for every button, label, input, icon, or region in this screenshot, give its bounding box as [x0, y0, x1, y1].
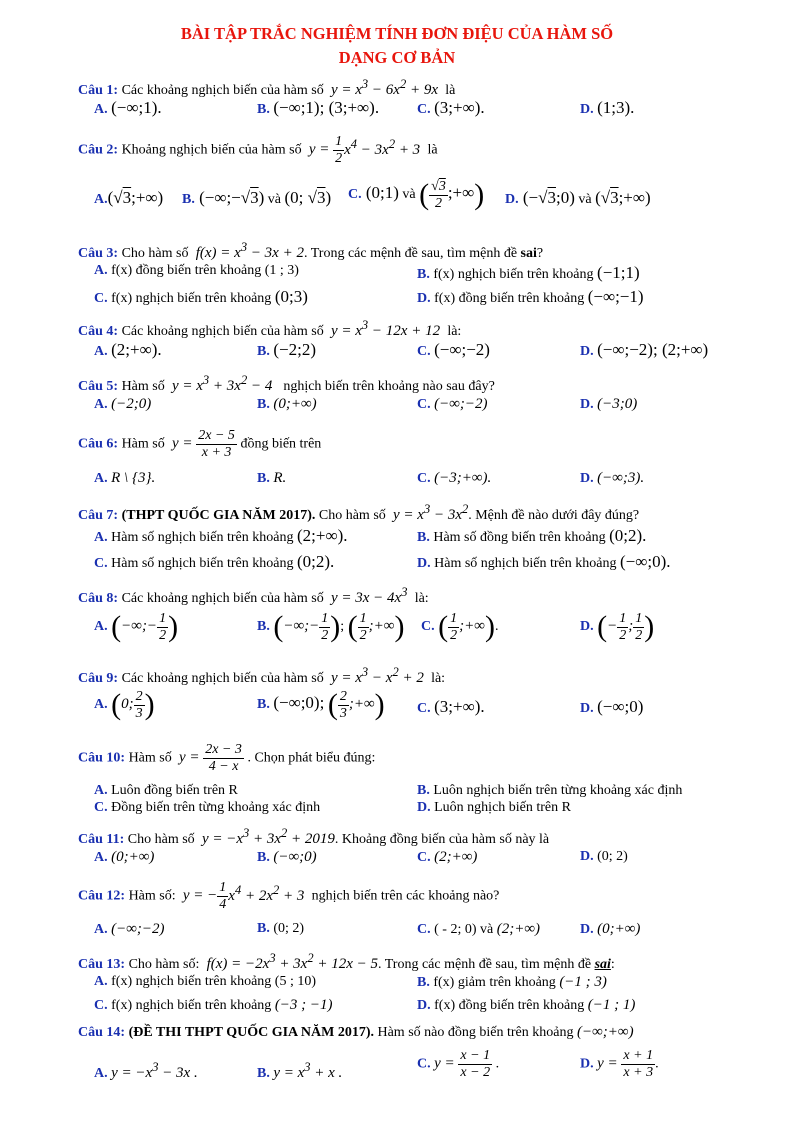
q10-option-b[interactable]: B. Luôn nghịch biến trên từng khoảng xác định — [417, 783, 683, 798]
q13-option-b[interactable]: B. f(x) giảm trên khoảng (−1 ; 3) — [417, 974, 607, 990]
q5-option-b[interactable]: B. (0;+∞) — [257, 396, 317, 412]
q7-option-c[interactable]: C. Hàm số nghịch biến trên khoảng (0;2). — [94, 552, 335, 571]
q1-option-b[interactable]: B. (−∞;1); (3;+∞). — [257, 98, 380, 117]
q3-option-b[interactable]: B. f(x) nghịch biến trên khoảng (−1;1) — [417, 263, 640, 282]
q2-option-c[interactable]: C. (0;1) và ( $\frac{√3}{2}$ ;+∞) — [348, 178, 485, 211]
q12-option-b[interactable]: B. (0; 2) — [257, 921, 305, 936]
q10-option-a[interactable]: A. Luôn đồng biến trên R — [94, 783, 238, 798]
q9-option-a[interactable]: A. (0; $\frac{2}{3}$ ) — [94, 688, 155, 721]
q9-option-c[interactable]: C. (3;+∞). — [417, 697, 485, 716]
question-2: Câu 2: Khoảng nghịch biến của hàm số y = $\frac{1}{2}$ $x^4 - 3x^2 + 3$ là — [78, 134, 438, 166]
q8-option-b[interactable]: B. (−∞;− $\frac{1}{2}$ ); ( $\frac{1}{2}$ ;+∞) — [257, 610, 405, 643]
q14-option-c[interactable]: C. y = $\frac{x - 1}{x - 2}$ . — [417, 1048, 500, 1080]
q13-option-d[interactable]: D. f(x) đồng biến trên khoảng (−1 ; 1) — [417, 997, 636, 1013]
question-13: Câu 13: Cho hàm số: $f(x) = -2x^3 + 3x^2 + 12x - 5$. Trong các mệnh đề sau, tìm mệnh đề sai: — [78, 951, 615, 972]
q1-option-a[interactable]: A. (−∞;1). — [94, 98, 162, 117]
q2-option-a[interactable]: A.(√3;+∞) — [94, 188, 164, 207]
q8-option-d[interactable]: D. (− $\frac{1}{2}$ ; $\frac{1}{2}$ ) — [580, 610, 655, 643]
q4-option-c[interactable]: C. (−∞;−2) — [417, 340, 490, 359]
q13-option-a[interactable]: A. f(x) nghịch biến trên khoảng (5 ; 10) — [94, 974, 317, 989]
q1-option-c[interactable]: C. (3;+∞). — [417, 98, 485, 117]
question-5: Câu 5: Hàm số $y = x^3 + 3x^2 - 4$ nghịch biến trên khoảng nào sau đây? — [78, 373, 495, 394]
q5-option-a[interactable]: A. (−2;0) — [94, 396, 152, 412]
worksheet-title-line-2: DẠNG CƠ BẢN — [338, 48, 456, 67]
q7-option-a[interactable]: A. Hàm số nghịch biến trên khoảng (2;+∞). — [94, 526, 348, 545]
question-14: Câu 14: (ĐỀ THI THPT QUỐC GIA NĂM 2017). Hàm số nào đồng biến trên khoảng (−∞;+∞) — [78, 1024, 634, 1040]
q4-option-b[interactable]: B. (−2;2) — [257, 340, 316, 359]
q3-option-a[interactable]: A. f(x) đồng biến trên khoảng (1 ; 3) — [94, 263, 299, 278]
question-7: Câu 7: (THPT QUỐC GIA NĂM 2017). Cho hàm số $y = x^3 - 3x^2$. Mệnh đề nào dưới đây đúng? — [78, 502, 640, 523]
question-4: Câu 4: Các khoảng nghịch biến của hàm số $y = x^3 - 12x + 12$ là: — [78, 318, 462, 339]
q4-option-a[interactable]: A. (2;+∞). — [94, 340, 162, 359]
q4-option-d[interactable]: D. (−∞;−2); (2;+∞) — [580, 340, 709, 359]
q12-option-d[interactable]: D. (0;+∞) — [580, 921, 641, 937]
question-9: Câu 9: Các khoảng nghịch biến của hàm số $y = x^3 - x^2 + 2$ là: — [78, 665, 446, 686]
q6-option-b[interactable]: B. R. — [257, 470, 287, 486]
q2-option-d[interactable]: D. (−√3;0) và (√3;+∞) — [505, 188, 651, 207]
q8-option-a[interactable]: A. (−∞;− $\frac{1}{2}$ ) — [94, 610, 179, 643]
q11-option-d[interactable]: D. (0; 2) — [580, 849, 628, 864]
q3-option-d[interactable]: D. f(x) đồng biến trên khoảng (−∞;−1) — [417, 287, 644, 306]
q8-option-c[interactable]: C. ( $\frac{1}{2}$ ;+∞). — [421, 610, 499, 643]
q14-option-b[interactable]: B. $y = x^3 + x$ . — [257, 1060, 343, 1081]
q6-option-c[interactable]: C. (−3;+∞). — [417, 470, 492, 486]
q14-option-d[interactable]: D. y = $\frac{x + 1}{x + 3}$ . — [580, 1048, 659, 1080]
q6-option-d[interactable]: D. (−∞;3). — [580, 470, 645, 486]
q10-option-d[interactable]: D. Luôn nghịch biến trên R — [417, 800, 571, 815]
q7-option-d[interactable]: D. Hàm số nghịch biến trên khoảng (−∞;0). — [417, 552, 671, 571]
q12-option-a[interactable]: A. (−∞;−2) — [94, 921, 165, 937]
q2-option-b[interactable]: B. (−∞;−√3) và (0; √3) — [182, 188, 332, 207]
question-8: Câu 8: Các khoảng nghịch biến của hàm số $y = 3x - 4x^3$ là: — [78, 585, 429, 606]
q1-option-d[interactable]: D. (1;3). — [580, 98, 635, 117]
q13-option-c[interactable]: C. f(x) nghịch biến trên khoảng (−3 ; −1) — [94, 997, 333, 1013]
q10-option-c[interactable]: C. Đồng biến trên từng khoảng xác định — [94, 800, 321, 815]
question-12: Câu 12: Hàm số: y = − $\frac{1}{4}$ $x^4 + 2x^2 + 3$ nghịch biến trên các khoảng nào? — [78, 880, 500, 912]
q3-option-c[interactable]: C. f(x) nghịch biến trên khoảng (0;3) — [94, 287, 308, 306]
q12-option-c[interactable]: C. ( - 2; 0) và (2;+∞) — [417, 921, 541, 937]
q5-option-c[interactable]: C. (−∞;−2) — [417, 396, 488, 412]
q14-option-a[interactable]: A. $y = -x^3 - 3x$ . — [94, 1060, 198, 1081]
question-3: Câu 3: Cho hàm số $f(x) = x^3 - 3x + 2$. Trong các mệnh đề sau, tìm mệnh đề sai? — [78, 240, 544, 261]
q5-option-d[interactable]: D. (−3;0) — [580, 396, 638, 412]
q9-option-b[interactable]: B. (−∞;0); ( $\frac{2}{3}$ ;+∞) — [257, 688, 385, 721]
q6-option-a[interactable]: A. R \ {3}. — [94, 470, 156, 486]
question-1: Câu 1: Các khoảng nghịch biến của hàm số $y = x^3 - 6x^2 + 9x$ là — [78, 77, 456, 98]
q11-option-a[interactable]: A. (0;+∞) — [94, 849, 155, 865]
q11-option-c[interactable]: C. (2;+∞) — [417, 849, 478, 865]
question-11: Câu 11: Cho hàm số $y = -x^3 + 3x^2 + 2019$. Khoảng đồng biến của hàm số này là — [78, 826, 550, 847]
q9-option-d[interactable]: D. (−∞;0) — [580, 697, 644, 716]
q7-option-b[interactable]: B. Hàm số đồng biến trên khoảng (0;2). — [417, 526, 647, 545]
worksheet-title-line-1: BÀI TẬP TRẮC NGHIỆM TÍNH ĐƠN ĐIỆU CỦA HÀM SỐ — [180, 24, 614, 43]
q11-option-b[interactable]: B. (−∞;0) — [257, 849, 317, 865]
question-10: Câu 10: Hàm số y = $\frac{2x - 3}{4 - x}$ . Chọn phát biểu đúng: — [78, 742, 376, 774]
question-6: Câu 6: Hàm số y = $\frac{2x - 5}{x + 3}$ đồng biến trên — [78, 428, 322, 460]
